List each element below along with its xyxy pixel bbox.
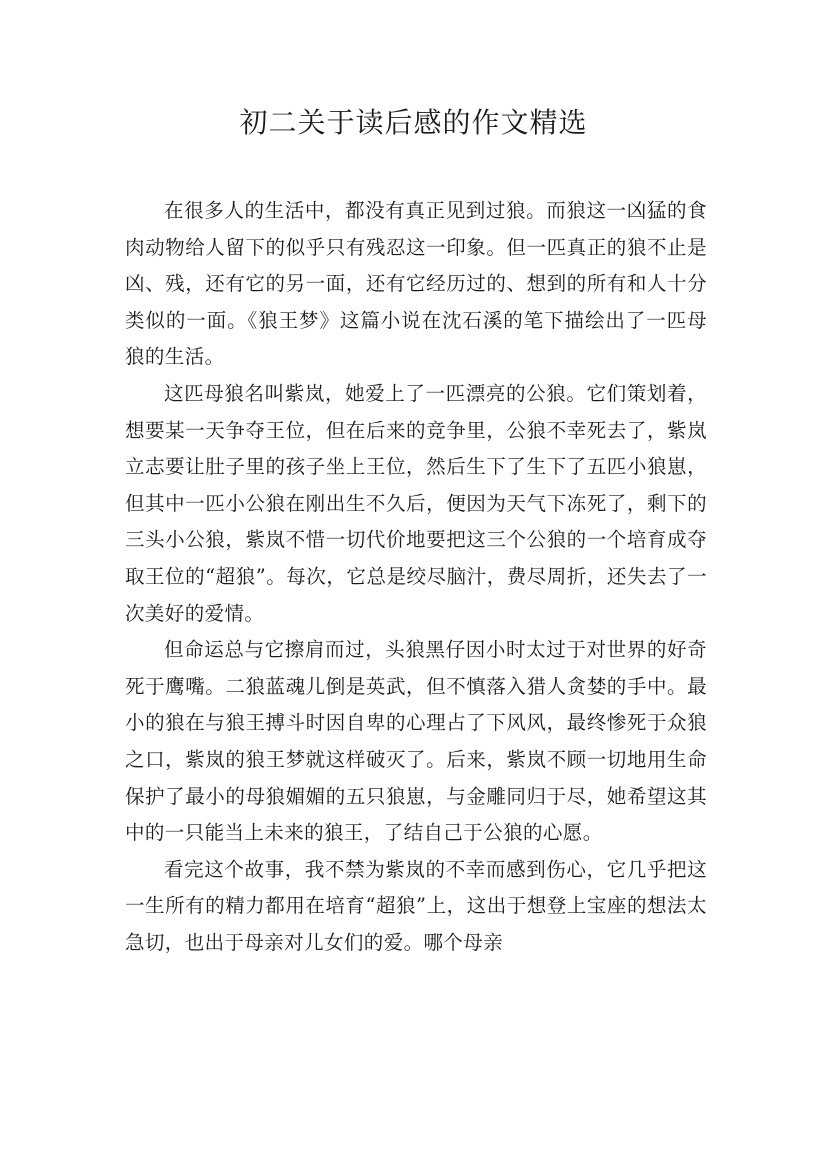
document-body bbox=[125, 193, 707, 961]
document-title: 初二关于读后感的作文精选 bbox=[239, 106, 588, 139]
paragraph: 但命运总与它擦肩而过，头狼黑仔因小时太过于对世界的好奇死于鹰嘴。二狼蓝魂儿倒是英武，但不慎落入猎人贪婪的手中。最小的狼在与狼王搏斗时因自卑的心理占了下风风，最终惨死于众狼之口，紫岚的狼王梦就这样破灭了。后来，紫岚不顾一切地用生命保护了最小的母狼媚媚的五只狼崽，与金雕同归于尽，她希望这其中的一只能当上未来的狼王，了结自己于公狼的心愿。 bbox=[125, 638, 707, 845]
paragraph: 这匹母狼名叫紫岚，她爱上了一匹漂亮的公狼。它们策划着，想要某一天争夺王位，但在后来的竞争里，公狼不幸死去了，紫岚立志要让肚子里的孩子坐上王位，然后生下了生下了五匹小狼崽，但其中一匹小公狼在刚出生不久后，便因为天气下冻死了，剩下的三头小公狼，紫岚不惜一切代价地要把这三个公狼的一个培育成夺取王位的“超狼”。每次，它总是绞尽脑汁，费尽周折，还失去了一次美好的爱情。 bbox=[125, 381, 707, 625]
paragraph: 看完这个故事，我不禁为紫岚的不幸而感到伤心，它几乎把这一生所有的精力都用在培育“超狼”上，这出于想登上宝座的想法太急切，也出于母亲对儿女们的爱。哪个母亲 bbox=[125, 857, 707, 954]
paragraph: 在很多人的生活中，都没有真正见到过狼。而狼这一凶猛的食肉动物给人留下的似乎只有残忍这一印象。但一匹真正的狼不止是凶、残，还有它的另一面，还有它经历过的、想到的所有和人十分类似的一面。《狼王梦》这篇小说在沈石溪的笔下描绘出了一匹母狼的生活。 bbox=[125, 199, 707, 369]
